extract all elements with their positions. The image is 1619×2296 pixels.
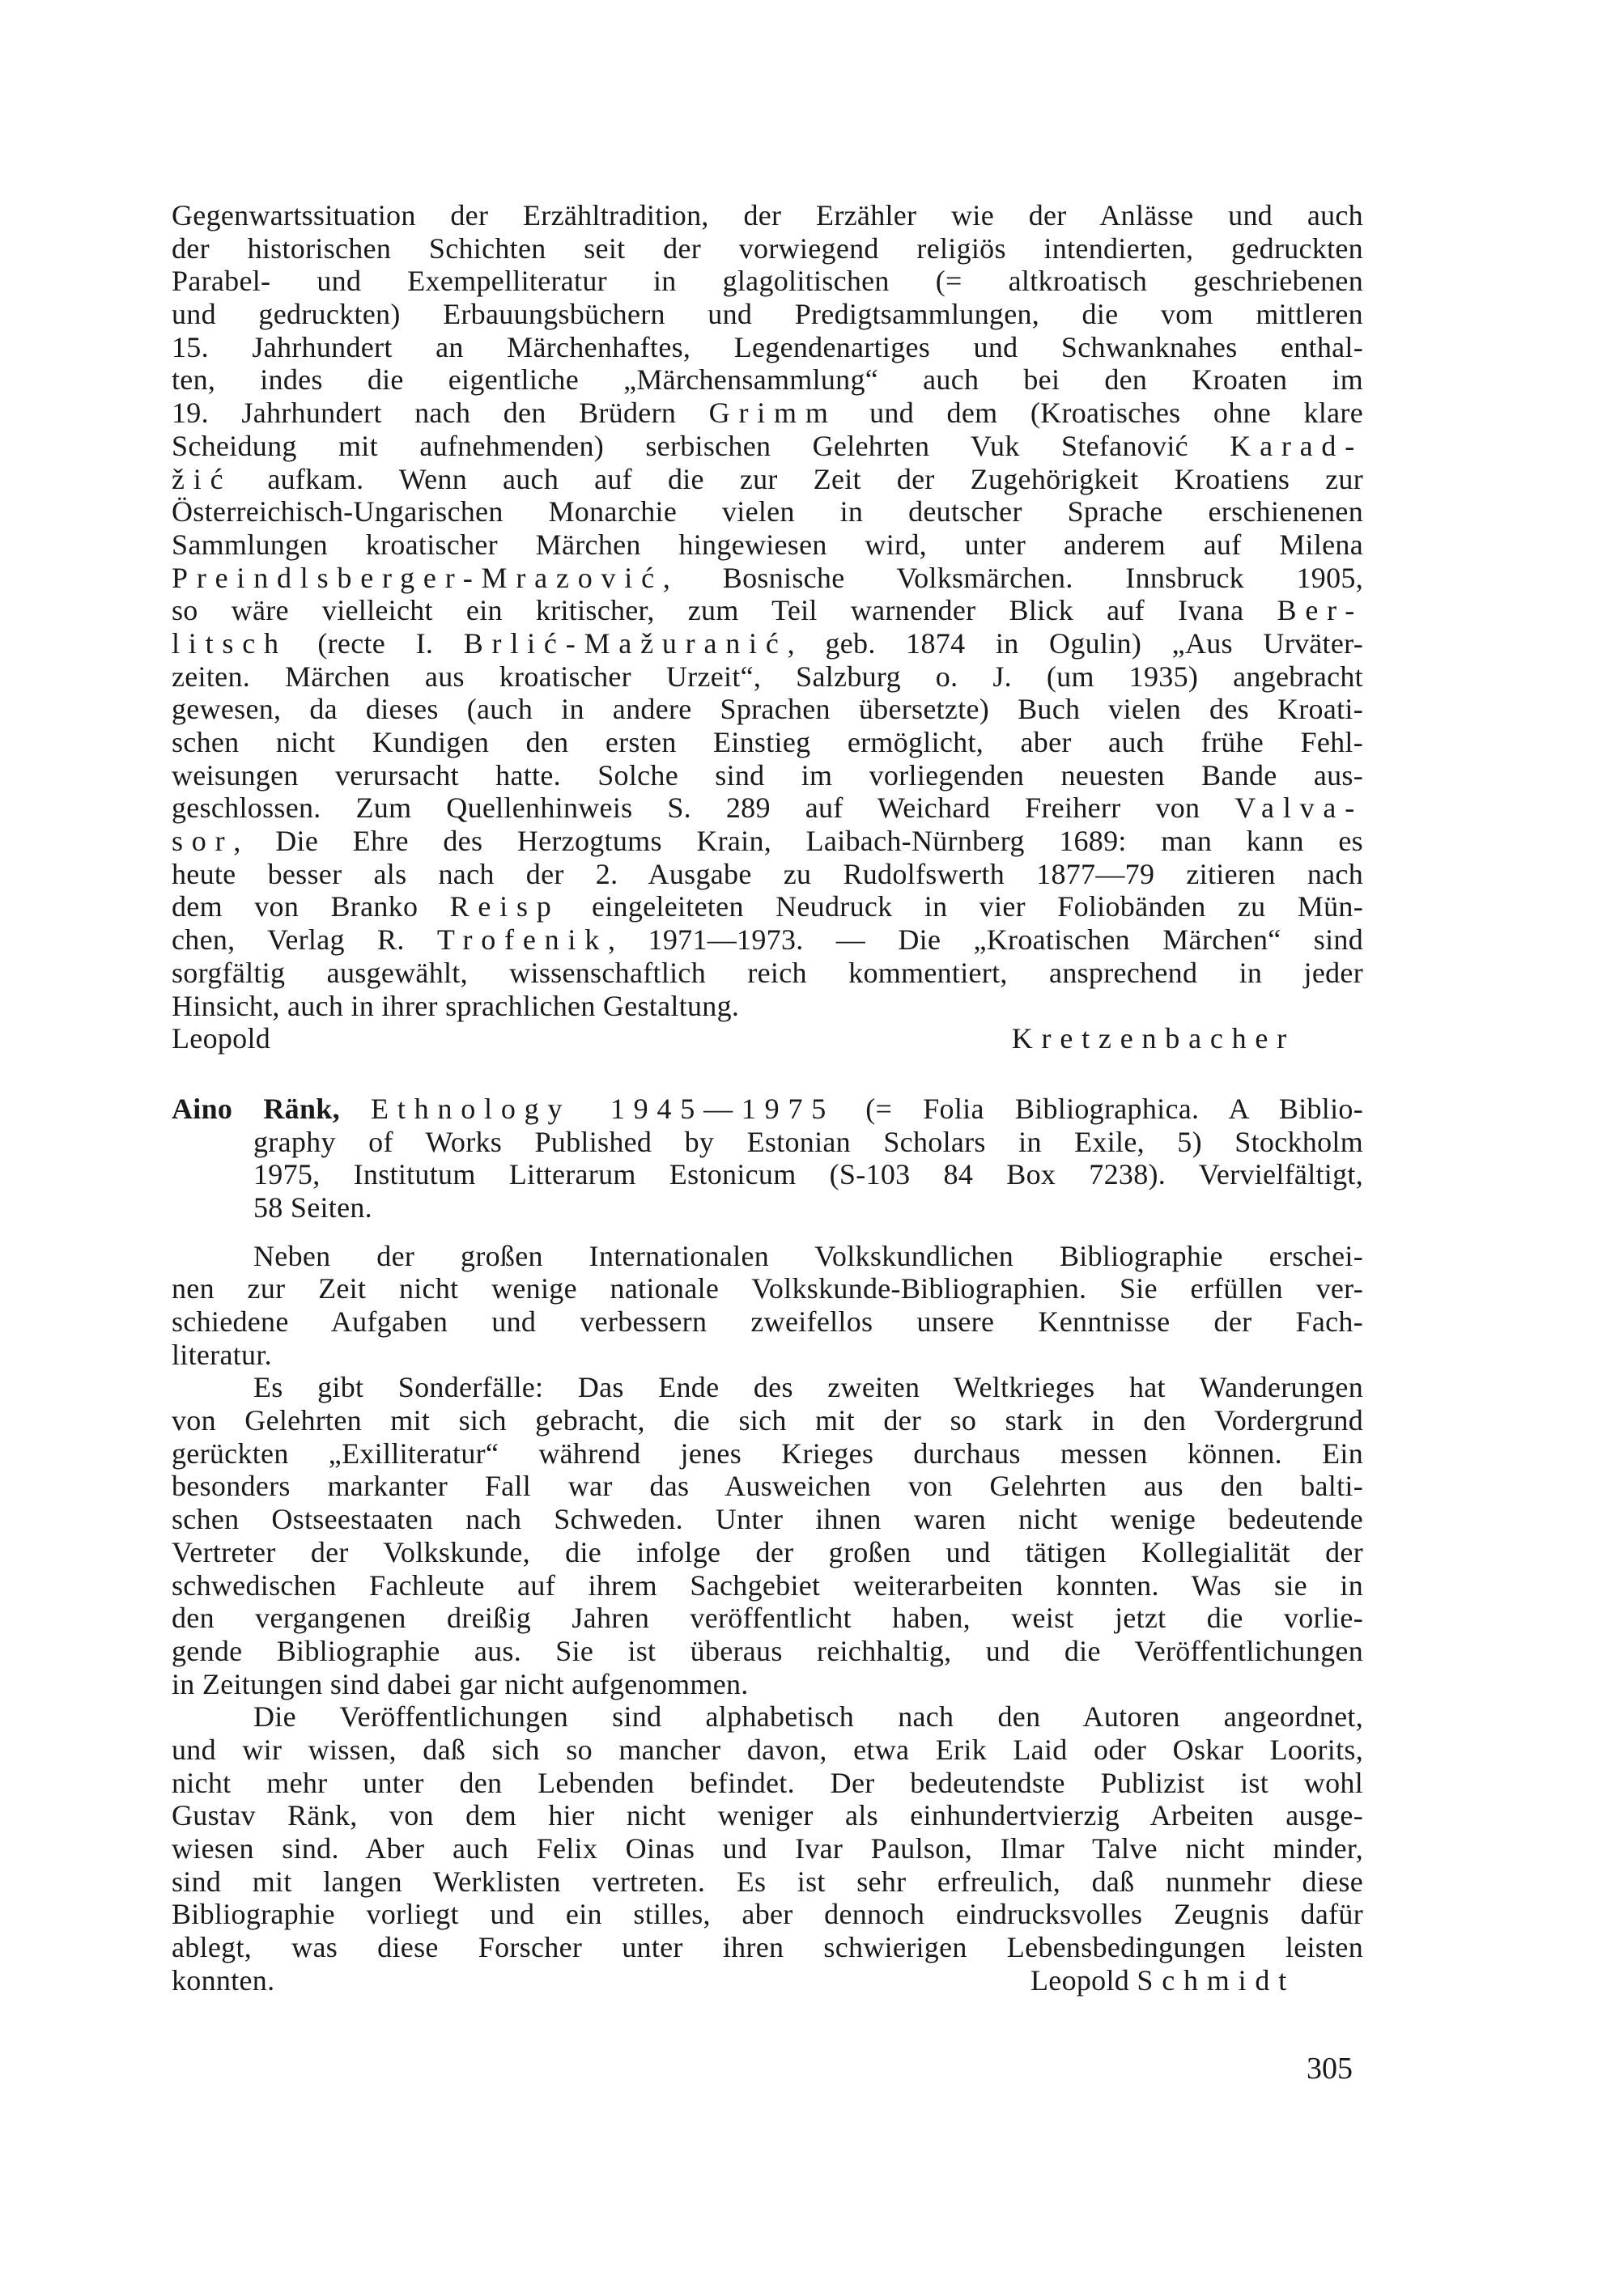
spaced-name: Ethnology 1945—1975	[371, 1092, 835, 1125]
text-run: Scheidung mit aufnehmenden) serbischen Gelehrten Vuk Stefanović	[172, 429, 1230, 462]
text-line	[172, 1898, 1363, 1931]
text-line	[172, 363, 1363, 397]
spaced-name: žić	[172, 462, 232, 495]
text-line	[172, 1503, 1363, 1536]
text-run: heute besser als nach der 2. Ausgabe zu Rudolfswerth 1877—79 zitieren nach	[172, 857, 1363, 890]
text-run: Gegenwartssituation der Erzähltradition, der Erzähler wie der Anlässe und auch	[172, 199, 1363, 231]
text-run: gende Bibliographie aus. Sie ist überaus reichhaltig, und die Veröffentlichungen	[172, 1634, 1363, 1667]
text-line	[172, 1126, 1363, 1159]
text-run: besonders markanter Fall war das Ausweichen von Gelehrten aus den balti-	[172, 1470, 1363, 1503]
spaced-name: Schmidt	[1137, 1963, 1295, 1997]
text-line	[172, 1799, 1363, 1832]
text-run: schwedischen Fachleute auf ihrem Sachgebiet weiterarbeiten konnten. Was sie in	[172, 1568, 1363, 1602]
text-run: der historischen Schichten seit der vorwiegend religiös intendierten, gedruckten	[172, 231, 1363, 265]
text-run: Sammlungen kroatischer Märchen hingewiesen wird, unter anderem auf Milena	[172, 528, 1363, 561]
text-run: weisungen verursacht hatte. Solche sind im vorliegenden neuesten Bande aus-	[172, 758, 1363, 792]
text-line	[172, 298, 1363, 331]
text-run: gerückten „Exilliteratur“ während jenes Krieges durchaus messen können. Ein	[172, 1437, 1363, 1470]
text-line	[172, 660, 1363, 694]
text-run: schen nicht Kundigen den ersten Einstieg ermöglicht, aber auch frühe Fehl-	[172, 726, 1363, 758]
text-line	[172, 1093, 1363, 1126]
text-run: (recte I.	[287, 626, 464, 660]
spaced-name: Preindlsberger-Mrazović	[172, 561, 663, 594]
text-run: , 1971—1973. — Die „Kroatischen Märchen“ sind	[608, 923, 1363, 957]
text-line	[172, 495, 1363, 528]
spaced-name: Ber-	[1277, 594, 1363, 627]
text-line	[172, 792, 1363, 825]
page-body	[172, 199, 1363, 1997]
text-line	[172, 1569, 1363, 1602]
review-kroatische-maerchen	[172, 199, 1363, 1022]
bibliographic-entry-aino-raenk	[172, 1093, 1363, 1224]
text-line	[172, 1191, 1363, 1224]
text-line	[172, 923, 1363, 957]
text-line	[172, 693, 1363, 726]
text-run: 19. Jahrhundert nach den Brüdern	[172, 397, 709, 430]
text-run: Hinsicht, auch in ihrer sprachlichen Gestaltung.	[172, 989, 740, 1022]
text-run: Neben der großen Internationalen Volkskundlichen Bibliographie erschei-	[253, 1239, 1363, 1272]
text-run: und gedruckten) Erbauungsbüchern und Predigtsammlungen, die vom mittleren	[172, 298, 1363, 331]
text-run: von Gelehrten mit sich gebracht, die sich mit der so stark in den Vordergrund	[172, 1404, 1363, 1437]
text-run: dem von Branko	[172, 890, 450, 923]
text-run: graphy of Works Published by Estonian Scholars in Exile, 5) Stockholm	[253, 1125, 1363, 1158]
text-line	[172, 1602, 1363, 1635]
text-run: und wir wissen, daß sich so mancher davon, etwa Erik Laid oder Oskar Loorits,	[172, 1733, 1363, 1766]
text-line	[172, 1240, 1363, 1273]
text-run: wiesen sind. Aber auch Felix Oinas und Ivar Paulson, Ilmar Talve nicht minder,	[172, 1832, 1363, 1865]
text-line	[172, 1700, 1363, 1734]
text-line	[172, 1767, 1363, 1800]
spaced-name: Kretzenbacher	[1011, 1022, 1295, 1055]
text-run: Vertreter der Volkskunde, die infolge der großen und tätigen Kollegialität der	[172, 1535, 1363, 1568]
text-run	[340, 1093, 371, 1125]
text-line	[172, 1931, 1363, 1964]
text-line	[172, 1305, 1363, 1339]
closing-word: konnten.	[172, 1963, 275, 1997]
text-line	[172, 265, 1363, 298]
text-line	[172, 430, 1363, 463]
text-line	[172, 726, 1363, 759]
text-run: sorgfältig ausgewählt, wissenschaftlich reich kommentiert, ansprechend in jeder	[172, 956, 1363, 989]
text-line	[172, 1635, 1363, 1668]
text-line	[172, 890, 1363, 923]
text-run: , geb. 1874 in Ogulin) „Aus Urväter-	[787, 626, 1363, 660]
text-line	[172, 1404, 1363, 1437]
text-run: so wäre vielleicht ein kritischer, zum Teil warnender Blick auf Ivana	[172, 594, 1277, 627]
text-run: eingeleiteten Neudruck in vier Foliobänden zu Mün-	[559, 890, 1363, 923]
signature-schmidt	[1030, 1964, 1295, 1997]
text-line	[172, 1371, 1363, 1404]
text-run: schen Ostseestaaten nach Schweden. Unter ihnen waren nicht wenige bedeutende	[172, 1503, 1363, 1536]
text-line	[172, 1865, 1363, 1899]
text-line	[172, 825, 1363, 858]
text-run: Parabel- und Exempelliteratur in glagolitischen (= altkroatisch geschriebenen	[172, 265, 1363, 298]
text-run: Leopold	[172, 1022, 1012, 1055]
spaced-name: Grimm	[708, 397, 837, 430]
text-run: in Zeitungen sind dabei gar nicht aufgenommen.	[172, 1667, 749, 1700]
text-line	[172, 990, 1363, 1023]
text-run: aufkam. Wenn auch auf die zur Zeit der Zugehörigkeit Kroatiens zur	[232, 462, 1363, 495]
text-run: (= Folia Bibliographica. A Biblio-	[835, 1092, 1363, 1125]
text-run: gewesen, da dieses (auch in andere Sprachen übersetzte) Buch vielen des Kroati-	[172, 693, 1363, 726]
text-line	[172, 199, 1363, 232]
text-line	[172, 463, 1363, 496]
signature-kretzenbacher	[172, 1022, 1363, 1055]
text-line	[172, 397, 1363, 430]
text-line	[172, 759, 1363, 792]
text-line	[172, 1470, 1363, 1503]
text-run: Die Veröffentlichungen sind alphabetisch nach den Autoren angeordnet,	[253, 1700, 1363, 1734]
text-line	[172, 627, 1363, 660]
text-run: , Bosnische Volksmärchen. Innsbruck 1905,	[662, 561, 1363, 594]
text-run: 1975, Institutum Litterarum Estonicum (S-103 84 Box 7238). Vervielfältigt,	[253, 1158, 1363, 1191]
closing-line	[172, 1964, 1363, 1997]
text-run: Gustav Ränk, von dem hier nicht weniger als einhundertvierzig Arbeiten ausge-	[172, 1799, 1363, 1832]
text-line	[172, 232, 1363, 265]
text-line	[172, 1734, 1363, 1767]
text-line	[172, 858, 1363, 891]
text-line	[172, 957, 1363, 990]
spaced-name: sor	[172, 825, 234, 858]
text-run: geschlossen. Zum Quellenhinweis S. 289 auf Weichard Freiherr von	[172, 792, 1235, 825]
text-line	[172, 331, 1363, 364]
text-line	[172, 528, 1363, 562]
text-run: Bibliographie vorliegt und ein stilles, aber dennoch eindrucksvolles Zeugnis dafür	[172, 1898, 1363, 1931]
text-run: ablegt, was diese Forscher unter ihren schwierigen Lebensbedingungen leisten	[172, 1931, 1363, 1964]
text-run: Leopold	[1030, 1963, 1137, 1997]
text-run: 58 Seiten.	[253, 1190, 372, 1224]
spaced-name: litsch	[172, 626, 287, 660]
text-line	[172, 562, 1363, 595]
spaced-name: Brlić-Mažuranić	[463, 626, 788, 660]
text-run: schiedene Aufgaben und verbessern zweifellos unsere Kenntnisse der Fach-	[172, 1305, 1363, 1338]
text-run: 15. Jahrhundert an Märchenhaftes, Legendenartiges und Schwanknahes enthal-	[172, 330, 1363, 363]
text-line	[172, 1668, 1363, 1701]
text-line	[172, 1832, 1363, 1865]
text-line	[172, 1158, 1363, 1191]
spaced-name: Reisp	[449, 890, 560, 923]
text-run: ten, indes die eigentliche „Märchensammlung“ auch bei den Kroaten im	[172, 363, 1363, 397]
review-ethnology	[172, 1240, 1363, 1964]
text-run: nen zur Zeit nicht wenige nationale Volkskunde-Bibliographien. Sie erfüllen ver-	[172, 1272, 1363, 1305]
page-number: 305	[1307, 2052, 1353, 2086]
text-run: zeiten. Märchen aus kroatischer Urzeit“, Salzburg o. J. (um 1935) angebracht	[172, 660, 1363, 693]
text-run: nicht mehr unter den Lebenden befindet. Der bedeutendste Publizist ist wohl	[172, 1766, 1363, 1799]
text-run: den vergangenen dreißig Jahren veröffentlicht haben, weist jetzt die vorlie-	[172, 1602, 1363, 1635]
text-line	[172, 1272, 1363, 1305]
text-line	[172, 1536, 1363, 1569]
text-line	[172, 594, 1363, 627]
author-name: Aino Ränk,	[172, 1092, 340, 1125]
text-line	[172, 1339, 1363, 1372]
spaced-name: Valva-	[1234, 792, 1363, 825]
text-run: literatur.	[172, 1338, 272, 1371]
text-run: Es gibt Sonderfälle: Das Ende des zweiten Weltkrieges hat Wanderungen	[253, 1371, 1363, 1404]
text-run: und dem (Kroatisches ohne klare	[836, 397, 1363, 430]
text-run: Österreichisch-Ungarischen Monarchie vielen in deutscher Sprache erschienenen	[172, 495, 1363, 528]
text-run: sind mit langen Werklisten vertreten. Es ist sehr erfreulich, daß nunmehr diese	[172, 1865, 1363, 1898]
spaced-name: Trofenik	[436, 923, 609, 957]
text-run: , Die Ehre des Herzogtums Krain, Laibach-Nürnberg 1689: man kann es	[233, 825, 1363, 858]
text-run: chen, Verlag R.	[172, 923, 437, 957]
spaced-name: Karad-	[1230, 429, 1363, 462]
text-line	[172, 1437, 1363, 1471]
